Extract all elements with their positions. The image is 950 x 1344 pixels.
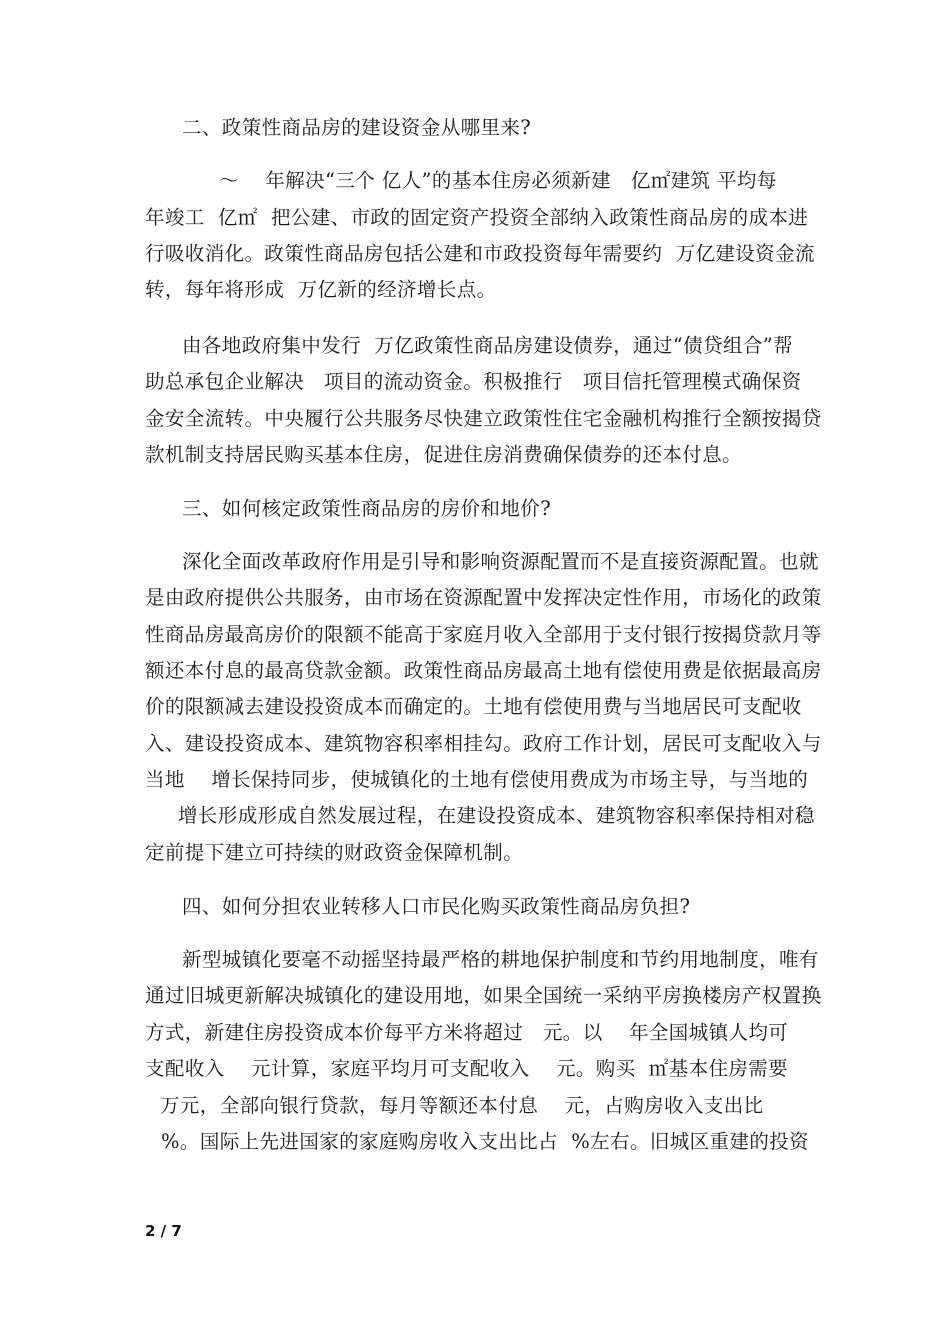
paragraph-3-line-1: 深化全面改革政府作用是引导和影响资源配置而不是直接资源配置。也就 <box>182 550 819 573</box>
page-number: 2 / 7 <box>145 1222 182 1240</box>
paragraph-4-line-5: 万元，全部向银行贷款，每月等额还本付息 元，占购房收入支出比 <box>160 1094 764 1117</box>
paragraph-3-line-7: 当地 增长保持同步，使城镇化的土地有偿使用费成为市场主导，与当地的 <box>145 768 809 791</box>
paragraph-1-line-3: 行吸收消化。政策性商品房包括公建和市政投资每年需要约 万亿建设资金流 <box>145 242 815 265</box>
paragraph-3-line-4: 额还本付息的最高贷款金额。政策性商品房最高土地有偿使用费是依据最高房 <box>145 659 822 682</box>
paragraph-3-line-3: 性商品房最高房价的限额不能高于家庭月收入全部用于支付银行按揭贷款月等 <box>145 623 822 646</box>
paragraph-4-line-1: 新型城镇化要毫不动摇坚持最严格的耕地保护制度和节约用地制度，唯有 <box>182 948 819 971</box>
heading-2: 二、政策性商品房的建设资金从哪里来? <box>182 116 532 139</box>
paragraph-2-line-1: 由各地政府集中发行 万亿政策性商品房建设债券，通过“债贷组合”帮 <box>182 334 794 357</box>
paragraph-2-line-3: 金安全流转。中央履行公共服务尽快建立政策性住宅金融机构推行全额按揭贷 <box>145 407 822 430</box>
paragraph-1-line-1: ～ 年解决“三个 亿人”的基本住房必须新建 亿㎡建筑 平均每 <box>219 169 777 192</box>
heading-4: 四、如何分担农业转移人口市民化购买政策性商品房负担? <box>182 895 691 918</box>
paragraph-3-line-5: 价的限额减去建设投资成本而确定的。土地有偿使用费与当地居民可支配收 <box>145 695 802 718</box>
paragraph-4-line-3: 方式，新建住房投资成本价每平方米将超过 元。以 年全国城镇人均可 <box>145 1021 789 1044</box>
paragraph-1-line-4: 转，每年将形成 万亿新的经济增长点。 <box>145 278 497 301</box>
paragraph-4-line-6: %。国际上先进国家的家庭购房收入支出比占 %左右。旧城区重建的投资 <box>161 1130 810 1153</box>
paragraph-2-line-2: 助总承包企业解决 项目的流动资金。积极推行 项目信托管理模式确保资 <box>145 370 802 393</box>
paragraph-1-line-2: 年竣工 亿㎡ 把公建、市政的固定资产投资全部纳入政策性商品房的成本进 <box>145 206 809 229</box>
paragraph-3-line-8: 增长形成形成自然发展过程，在建设投资成本、建筑物容积率保持相对稳 <box>178 804 815 827</box>
heading-3: 三、如何核定政策性商品房的房价和地价? <box>182 497 552 520</box>
paragraph-2-line-4: 款机制支持居民购买基本住房，促进住房消费确保债券的还本付息。 <box>145 443 743 466</box>
paragraph-4-line-2: 通过旧城更新解决城镇化的建设用地，如果全国统一采纳平房换楼房产权置换 <box>145 984 822 1007</box>
paragraph-3-line-6: 入、建设投资成本、建筑物容积率相挂勾。政府工作计划，居民可支配收入与 <box>145 732 822 755</box>
paragraph-3-line-2: 是由政府提供公共服务，由市场在资源配置中发挥决定性作用，市场化的政策 <box>145 586 822 609</box>
paragraph-3-line-9: 定前提下建立可持续的财政资金保障机制。 <box>145 841 524 864</box>
paragraph-4-line-4: 支配收入 元计算，家庭平均月可支配收入 元。购买 ㎡基本住房需要 <box>145 1057 789 1080</box>
